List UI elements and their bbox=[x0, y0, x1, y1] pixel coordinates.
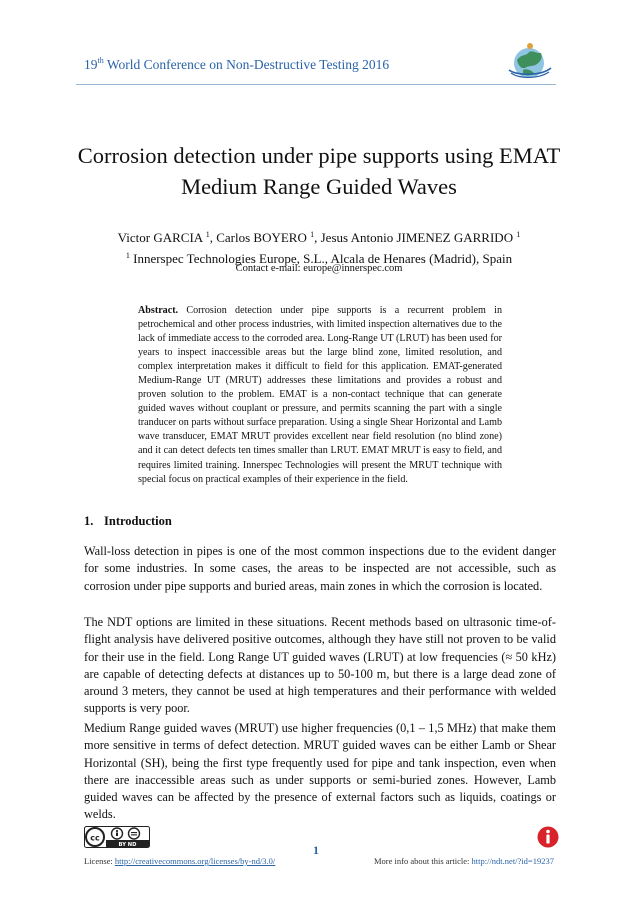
conference-ordinal-suffix: th bbox=[97, 56, 104, 65]
affiliation-text: Innerspec Technologies Europe, S.L., Alcala de Henares (Madrid), Spain bbox=[129, 251, 513, 266]
section-heading bbox=[84, 514, 172, 529]
page-number: 1 bbox=[313, 843, 319, 857]
more-info-line bbox=[374, 856, 554, 866]
paper-title bbox=[60, 140, 578, 202]
paper-title-line1: Corrosion detection under pipe supports using EMAT bbox=[77, 143, 561, 168]
abstract-text: Corrosion detection under pipe supports is a recurrent problem in petrochemical and other process industries, with limited inspection alternatives due to the lack of immediate access to the corroded area. Long-Range UT (LRUT) has been used for years to inspect inaccessible areas but the large blind zone, limited resolution, and complex interpretation makes it difficult to field for this application. EMAT-generated Medium-Range UT (MRUT) addresses these limitations and provides a robust and proven solution to the problem. EMAT is a non-contact technique that can generate guided waves without couplant or pressure, and permits scanning the part with a single tranducer on parts without surface preparation. Using a single Shear Horizontal and Lamb wave transducer, EMAT MRUT provides excellent near field resolution (no blind zone) and it can detect defects ten times smaller than LRUT. EMAT MRUT is easy to field, and requires limited training. Innerspec Technologies will present the MRUT technique with special focus on practical examples of their experience in the field. bbox=[138, 305, 502, 485]
info-icon[interactable] bbox=[537, 826, 559, 848]
license-link[interactable]: http://creativecommons.org/licenses/by-nd/3.0/ bbox=[114, 856, 276, 866]
section-title: Introduction bbox=[104, 514, 172, 528]
body-paragraph: The NDT options are limited in these situations. Recent methods based on ultrasonic time-of-flight analysis have delivered positive outcomes, although they have still not proven to be valid for their use in the field. Long Range UT guided waves (LRUT) at low frequencies (≈ 50 kHz) are capable of detecting defects at distances up to 50-100 m, but there is a large dead zone of around 3 meters, they cannot be used at high temperatures and their performance with welded supports is very poor. bbox=[84, 615, 556, 716]
author-list bbox=[60, 226, 578, 247]
license-line bbox=[84, 856, 275, 866]
author-separator: , bbox=[209, 230, 217, 245]
more-info-link[interactable]: http://ndt.net/?id=19237 bbox=[471, 856, 554, 866]
more-info-label: More info about this article: bbox=[374, 856, 472, 866]
header-divider bbox=[76, 84, 556, 85]
conference-name: World Conference on Non-Destructive Testing 2016 bbox=[103, 57, 390, 72]
author-affiliation-mark: 1 bbox=[205, 230, 210, 239]
globe-logo-icon bbox=[507, 40, 553, 82]
author-name: Jesus Antonio JIMENEZ GARRIDO bbox=[320, 230, 517, 245]
affiliation-mark: 1 bbox=[125, 251, 130, 260]
svg-text:cc: cc bbox=[90, 833, 100, 843]
paper-title-line2: Medium Range Guided Waves bbox=[181, 174, 457, 199]
body-paragraph: Medium Range guided waves (MRUT) use higher frequencies (0,1 – 1,5 MHz) that make them more sensitive in terms of defect detection. MRUT guided waves can be either Lamb or Shear Horizontal (SH), being the first type frequently used for pipe and tank inspection, even when there are inaccessible areas such as under supports or semi-buried zones. However, Lamb guided waves can be affected by the presence of external factors such as liquids, coatings or welds. bbox=[84, 721, 556, 822]
section-number: 1. bbox=[84, 514, 94, 528]
abstract bbox=[138, 304, 502, 487]
author-name: Carlos BOYERO bbox=[216, 230, 311, 245]
conference-header bbox=[84, 56, 389, 73]
abstract-label: Abstract. bbox=[138, 305, 179, 316]
contact-email: Contact e-mail: europe@innerspec.com bbox=[235, 263, 403, 274]
creative-commons-by-nd-icon bbox=[84, 826, 150, 848]
body-paragraph: Wall-loss detection in pipes is one of the most common inspections due to the evident danger for some industries. In some cases, the areas to be inspected are not accessible, such as corrosion under pipe supports and buried areas, main zones in which the corrosion is located. bbox=[84, 544, 556, 593]
license-label: License: bbox=[84, 856, 115, 866]
conference-ordinal: 19 bbox=[84, 57, 98, 72]
cc-badge-text: BY ND bbox=[118, 842, 137, 848]
author-separator: , bbox=[314, 230, 321, 245]
author-affiliation-mark: 1 bbox=[310, 230, 315, 239]
author-name: Victor GARCIA bbox=[117, 230, 206, 245]
author-block bbox=[60, 226, 578, 268]
author-affiliation-mark: 1 bbox=[516, 230, 521, 239]
